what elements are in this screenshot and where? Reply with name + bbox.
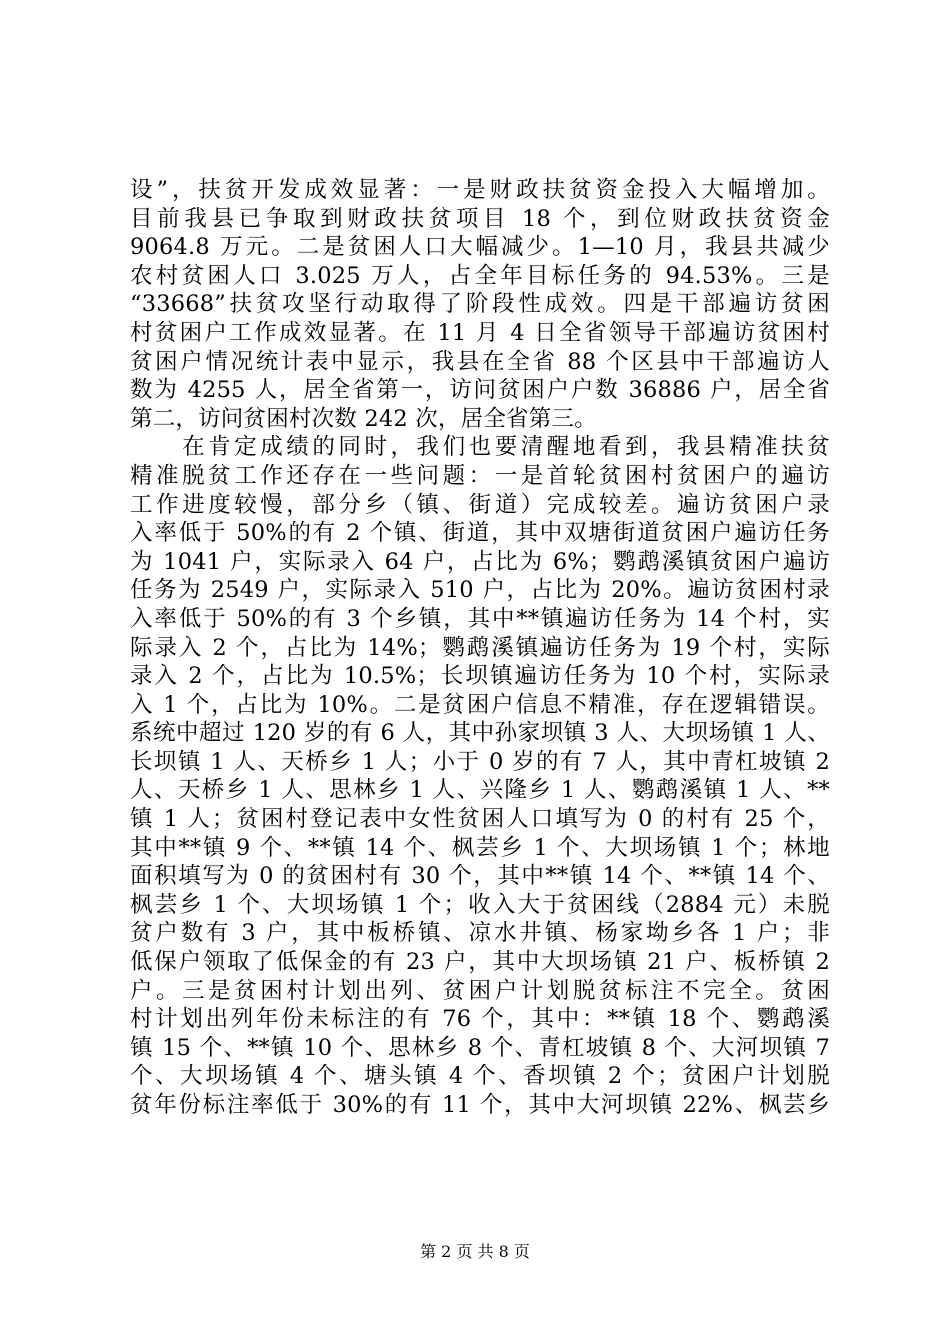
text-line: 9064.8 万元。二是贫困人口大幅减少。1—10 月，我县共减少	[130, 234, 830, 261]
text-line: 第二，访问贫困村次数 242 次，居全省第三。	[130, 405, 597, 432]
text-line: 贫户数有 3 户，其中板桥镇、凉水井镇、杨家坳乡各 1 户；非	[130, 920, 830, 947]
text-line: 录入 2 个，占比为 10.5%；长坝镇遍访任务为 10 个村，实际录	[130, 663, 830, 690]
text-line: 镇 15 个、**镇 10 个、思林乡 8 个、青杠坡镇 8 个、大河坝镇 7	[130, 1034, 830, 1061]
text-line: 面积填写为 0 的贫困村有 30 个，其中**镇 14 个、**镇 14 个、	[130, 863, 830, 890]
text-line: 为 1041 户，实际录入 64 户，占比为 6%；鹦鹉溪镇贫困户遍访	[130, 548, 830, 575]
text-line: 系统中超过 120 岁的有 6 人，其中孙家坝镇 3 人、大坝场镇 1 人、	[130, 720, 830, 747]
text-line: 入 1 个，占比为 10%。二是贫困户信息不精准，存在逻辑错误。	[130, 691, 830, 718]
text-line: 工作进度较慢，部分乡（镇、街道）完成较差。遍访贫困户录	[130, 491, 830, 518]
page-footer: 第 2 页 共 8 页	[420, 1242, 530, 1261]
text-line: 个、大坝场镇 4 个、塘头镇 4 个、香坝镇 2 个；贫困户计划脱	[130, 1063, 830, 1090]
text-line: 村贫困户工作成效显著。在 11 月 4 日全省领导干部遍访贫困村	[130, 319, 830, 346]
text-line: 其中**镇 9 个、**镇 14 个、枫芸乡 1 个、大坝场镇 1 个；林地	[130, 834, 830, 861]
text-line: 户。三是贫困村计划出列、贫困户计划脱贫标注不完全。贫困	[130, 977, 830, 1004]
text-line: 低保户领取了低保金的有 23 户，其中大坝场镇 21 户、板桥镇 2	[130, 949, 830, 976]
text-line: 数为 4255 人，居全省第一，访问贫困户户数 36886 户，居全省	[130, 377, 830, 404]
text-line: 贫困户情况统计表中显示，我县在全省 88 个区县中干部遍访人	[130, 348, 830, 375]
text-line: 村计划出列年份未标注的有 76 个，其中：**镇 18 个、鹦鹉溪	[130, 1006, 830, 1033]
text-line: 目前我县已争取到财政扶贫项目 18 个，到位财政扶贫资金	[130, 205, 830, 232]
text-line: 入率低于 50%的有 2 个镇、街道，其中双塘街道贫困户遍访任务	[130, 520, 830, 547]
text-line: 设”，扶贫开发成效显著：一是财政扶贫资金投入大幅增加。	[130, 177, 830, 203]
text-line: 精准脱贫工作还存在一些问题：一是首轮贫困村贫困户的遍访	[130, 462, 830, 489]
text-line: 在肯定成绩的同时，我们也要清醒地看到，我县精准扶贫	[130, 434, 830, 461]
text-line: 镇 1 人；贫困村登记表中女性贫困人口填写为 0 的村有 25 个，	[130, 806, 830, 833]
text-line: 枫芸乡 1 个、大坝场镇 1 个；收入大于贫困线（2884 元）未脱	[130, 891, 830, 918]
text-line: 任务为 2549 户，实际录入 510 户，占比为 20%。遍访贫困村录	[130, 577, 830, 604]
text-line: “33668”扶贫攻坚行动取得了阶段性成效。四是干部遍访贫困	[130, 291, 830, 318]
text-line: 长坝镇 1 人、天桥乡 1 人；小于 0 岁的有 7 人，其中青杠坡镇 2	[130, 748, 830, 775]
text-line: 贫年份标注率低于 30%的有 11 个，其中大河坝镇 22%、枫芸乡	[130, 1092, 830, 1118]
text-line: 农村贫困人口 3.025 万人，占全年目标任务的 94.53%。三是	[130, 262, 830, 289]
text-line: 人、天桥乡 1 人、思林乡 1 人、兴隆乡 1 人、鹦鹉溪镇 1 人、**	[130, 777, 830, 804]
text-line: 入率低于 50%的有 3 个乡镇，其中**镇遍访任务为 14 个村，实	[130, 605, 830, 632]
body-text	[130, 176, 830, 1120]
text-line: 际录入 2 个，占比为 14%；鹦鹉溪镇遍访任务为 19 个村，实际	[130, 634, 830, 661]
